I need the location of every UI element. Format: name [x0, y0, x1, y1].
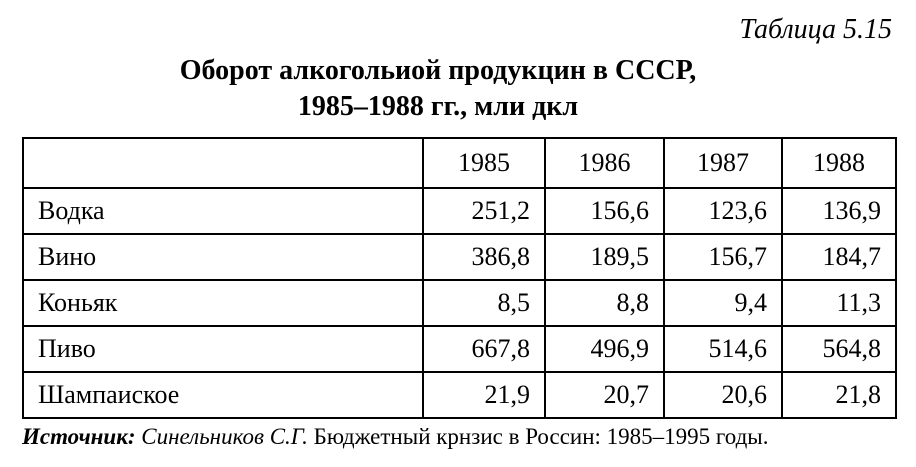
table-cell: 8,8 [545, 280, 664, 326]
table-row [23, 234, 896, 280]
table-cell: 251,2 [423, 188, 545, 234]
row-label: Шампаиское [23, 372, 423, 418]
table-row [23, 188, 896, 234]
table-cell: 123,6 [664, 188, 782, 234]
table-cell: 156,7 [664, 234, 782, 280]
table-cell: 156,6 [545, 188, 664, 234]
table-number: Таблица 5.15 [739, 14, 892, 45]
row-label: Коньяк [23, 280, 423, 326]
table-cell: 9,4 [664, 280, 782, 326]
row-label: Пиво [23, 326, 423, 372]
table-cell: 20,7 [545, 372, 664, 418]
alcohol-turnover-table [22, 137, 897, 419]
table-row [23, 280, 896, 326]
table-cell: 514,6 [664, 326, 782, 372]
table-cell: 21,8 [782, 372, 896, 418]
table-row [23, 372, 896, 418]
table-cell: 8,5 [423, 280, 545, 326]
header-cell-empty [23, 138, 423, 188]
table-cell: 136,9 [782, 188, 896, 234]
table-cell: 564,8 [782, 326, 896, 372]
table-cell: 11,3 [782, 280, 896, 326]
source-label: Источник: [22, 424, 136, 449]
table-title-line-1: Оборот алкогольиой продукцин в СССР, [179, 55, 697, 86]
table-cell: 20,6 [664, 372, 782, 418]
row-label: Вино [23, 234, 423, 280]
header-cell-year: 1988 [782, 138, 896, 188]
row-label: Водка [23, 188, 423, 234]
header-cell-year: 1986 [545, 138, 664, 188]
table-row [23, 326, 896, 372]
table-title-line-2: 1985–1988 гг., мли дкл [297, 91, 579, 122]
table-cell: 184,7 [782, 234, 896, 280]
table-cell: 496,9 [545, 326, 664, 372]
table-cell: 386,8 [423, 234, 545, 280]
table-cell: 21,9 [423, 372, 545, 418]
source-note [22, 424, 769, 450]
header-cell-year: 1985 [423, 138, 545, 188]
table-header-row [23, 138, 896, 188]
header-cell-year: 1987 [664, 138, 782, 188]
table-cell: 667,8 [423, 326, 545, 372]
table-cell: 189,5 [545, 234, 664, 280]
source-author: Синельников С.Г. [141, 424, 308, 449]
source-text: Бюджетный крнзис в Россин: 1985–1995 годы. [313, 424, 769, 449]
